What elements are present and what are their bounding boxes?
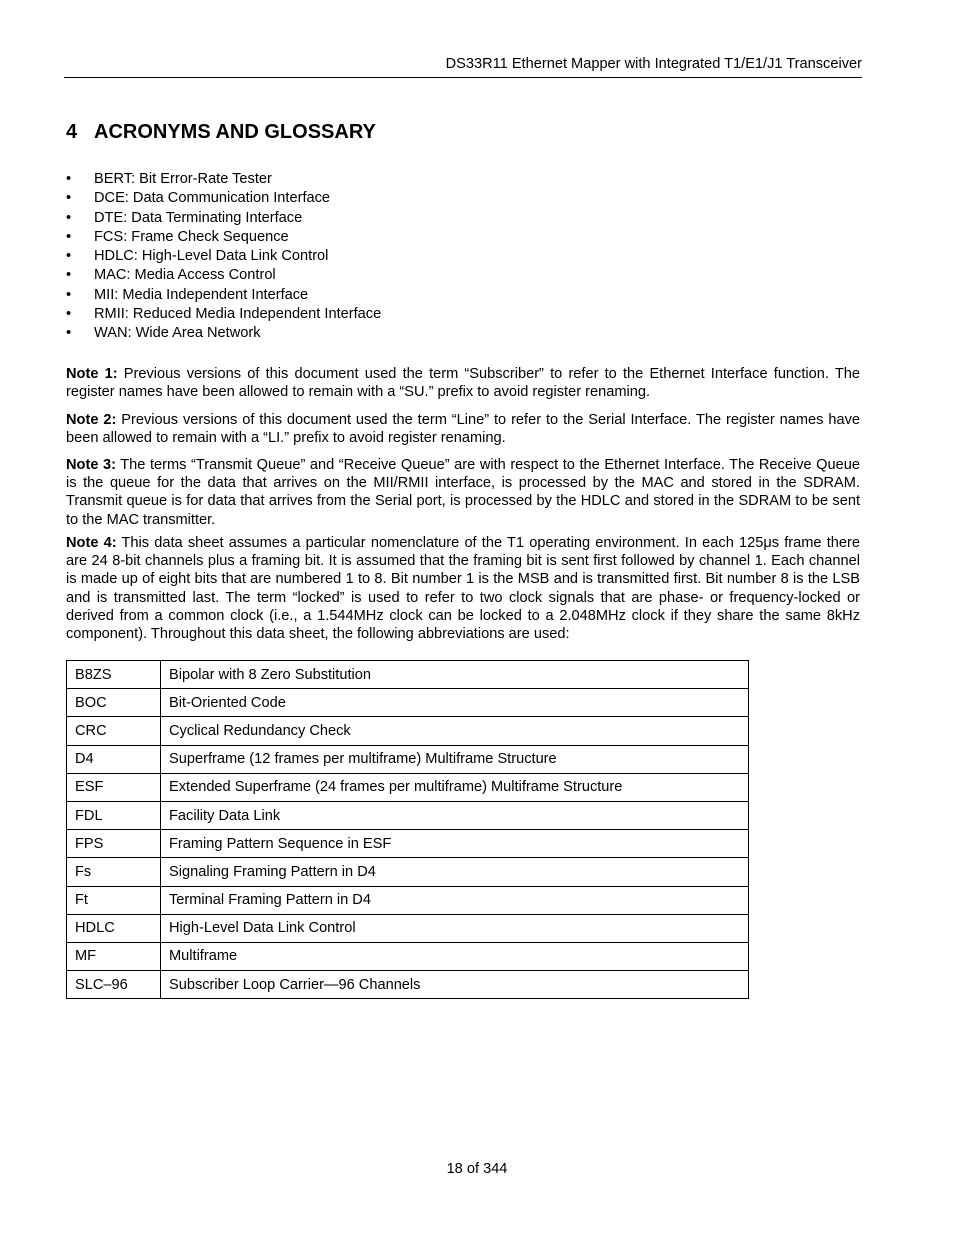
- note-text: This data sheet assumes a particular nomenclature of the T1 operating environment. In each 125μs frame there are 24 8-bit channels plus a framing bit. It is assumed that the framing bit is sent first followed by channel 1. Each channel is made up of eight bits that are numbered 1 to 8. Bit number 1 is the MSB and is transmitted first. Bit number 8 is the LSB and is transmitted last. The term “locked” is used to refer to two clock signals that are phase- or frequency-locked or derived from a common clock (i.e., a 1.544MHz clock can be locked to a 2.048MHz clock if they share the same 8kHz component). Throughout this data sheet, the following abbreviations are used:: [66, 535, 860, 643]
- meaning-cell: Bit-Oriented Code: [161, 689, 749, 717]
- abbr-cell: SLC–96: [67, 971, 161, 999]
- table-row: [67, 830, 749, 858]
- bullet-icon: •: [66, 286, 72, 303]
- list-item: • MII: Media Independent Interface: [66, 286, 381, 305]
- meaning-cell: Terminal Framing Pattern in D4: [161, 886, 749, 914]
- list-item: • BERT: Bit Error-Rate Tester: [66, 170, 381, 189]
- list-item: • DCE: Data Communication Interface: [66, 189, 381, 208]
- acronym-list: [66, 170, 381, 344]
- table-row: [67, 858, 749, 886]
- note-2: [66, 411, 860, 447]
- abbr-cell: B8ZS: [67, 661, 161, 689]
- bullet-icon: •: [66, 267, 72, 284]
- abbr-cell: FPS: [67, 830, 161, 858]
- table-row: [67, 942, 749, 970]
- abbr-cell: Ft: [67, 886, 161, 914]
- abbr-cell: HDLC: [67, 914, 161, 942]
- table-row: [67, 717, 749, 745]
- list-item: • RMII: Reduced Media Independent Interface: [66, 305, 381, 324]
- section-heading: [66, 121, 376, 144]
- bullet-icon: •: [66, 248, 72, 265]
- list-item: • HDLC: High-Level Data Link Control: [66, 247, 381, 266]
- note-3: [66, 456, 860, 529]
- meaning-cell: Bipolar with 8 Zero Substitution: [161, 661, 749, 689]
- abbr-cell: FDL: [67, 801, 161, 829]
- meaning-cell: Subscriber Loop Carrier—96 Channels: [161, 971, 749, 999]
- list-item: • MAC: Media Access Control: [66, 266, 381, 285]
- note-4: [66, 534, 860, 643]
- meaning-cell: Extended Superframe (24 frames per multiframe) Multiframe Structure: [161, 773, 749, 801]
- bullet-icon: •: [66, 190, 72, 207]
- bullet-icon: •: [66, 228, 72, 245]
- bullet-icon: •: [66, 171, 72, 187]
- abbr-cell: CRC: [67, 717, 161, 745]
- table-row: [67, 661, 749, 689]
- bullet-icon: •: [66, 325, 72, 342]
- table-row: [67, 689, 749, 717]
- header-rule: [64, 77, 862, 78]
- bullet-icon: •: [66, 209, 72, 226]
- table-row: [67, 773, 749, 801]
- list-item: • WAN: Wide Area Network: [66, 324, 381, 343]
- meaning-cell: High-Level Data Link Control: [161, 914, 749, 942]
- running-header: DS33R11 Ethernet Mapper with Integrated T1/E1/J1 Transceiver: [445, 56, 862, 72]
- abbr-cell: D4: [67, 745, 161, 773]
- note-text: The terms “Transmit Queue” and “Receive Queue” are with respect to the Ethernet Interface. The Receive Queue is the queue for the data that arrives on the MII/RMII interface, is processed by the MAC and stored in the SDRAM. Transmit queue is for data that arrives from the Serial port, is processed by the HDLC and stored in the SDRAM to be sent to the MAC transmitter.: [66, 457, 860, 528]
- meaning-cell: Signaling Framing Pattern in D4: [161, 858, 749, 886]
- table-row: [67, 886, 749, 914]
- table-row: [67, 971, 749, 999]
- abbr-cell: Fs: [67, 858, 161, 886]
- note-label: Note 3:: [66, 457, 116, 473]
- abbr-cell: BOC: [67, 689, 161, 717]
- note-label: Note 4:: [66, 535, 117, 551]
- meaning-cell: Cyclical Redundancy Check: [161, 717, 749, 745]
- meaning-cell: Multiframe: [161, 942, 749, 970]
- abbr-cell: ESF: [67, 773, 161, 801]
- table-row: [67, 745, 749, 773]
- list-item: • FCS: Frame Check Sequence: [66, 228, 381, 247]
- table-row: [67, 801, 749, 829]
- abbr-cell: MF: [67, 942, 161, 970]
- note-text: Previous versions of this document used the term “Line” to refer to the Serial Interface. The register names have been allowed to remain with a “LI.” prefix to avoid register renaming.: [66, 412, 860, 447]
- note-label: Note 1:: [66, 366, 118, 382]
- abbreviation-table: [66, 660, 749, 999]
- section-title-text: ACRONYMS AND GLOSSARY: [94, 121, 376, 143]
- meaning-cell: Framing Pattern Sequence in ESF: [161, 830, 749, 858]
- note-1: [66, 365, 860, 401]
- meaning-cell: Superframe (12 frames per multiframe) Multiframe Structure: [161, 745, 749, 773]
- list-item: • DTE: Data Terminating Interface: [66, 209, 381, 228]
- bullet-icon: •: [66, 306, 72, 323]
- table-row: [67, 914, 749, 942]
- section-number: 4: [66, 121, 78, 143]
- note-label: Note 2:: [66, 412, 117, 428]
- note-text: Previous versions of this document used the term “Subscriber” to refer to the Ethernet Interface function. The register names have been allowed to remain with a “SU.” prefix to avoid register renaming.: [66, 366, 860, 401]
- page-number: 18 of 344: [446, 1161, 508, 1177]
- meaning-cell: Facility Data Link: [161, 801, 749, 829]
